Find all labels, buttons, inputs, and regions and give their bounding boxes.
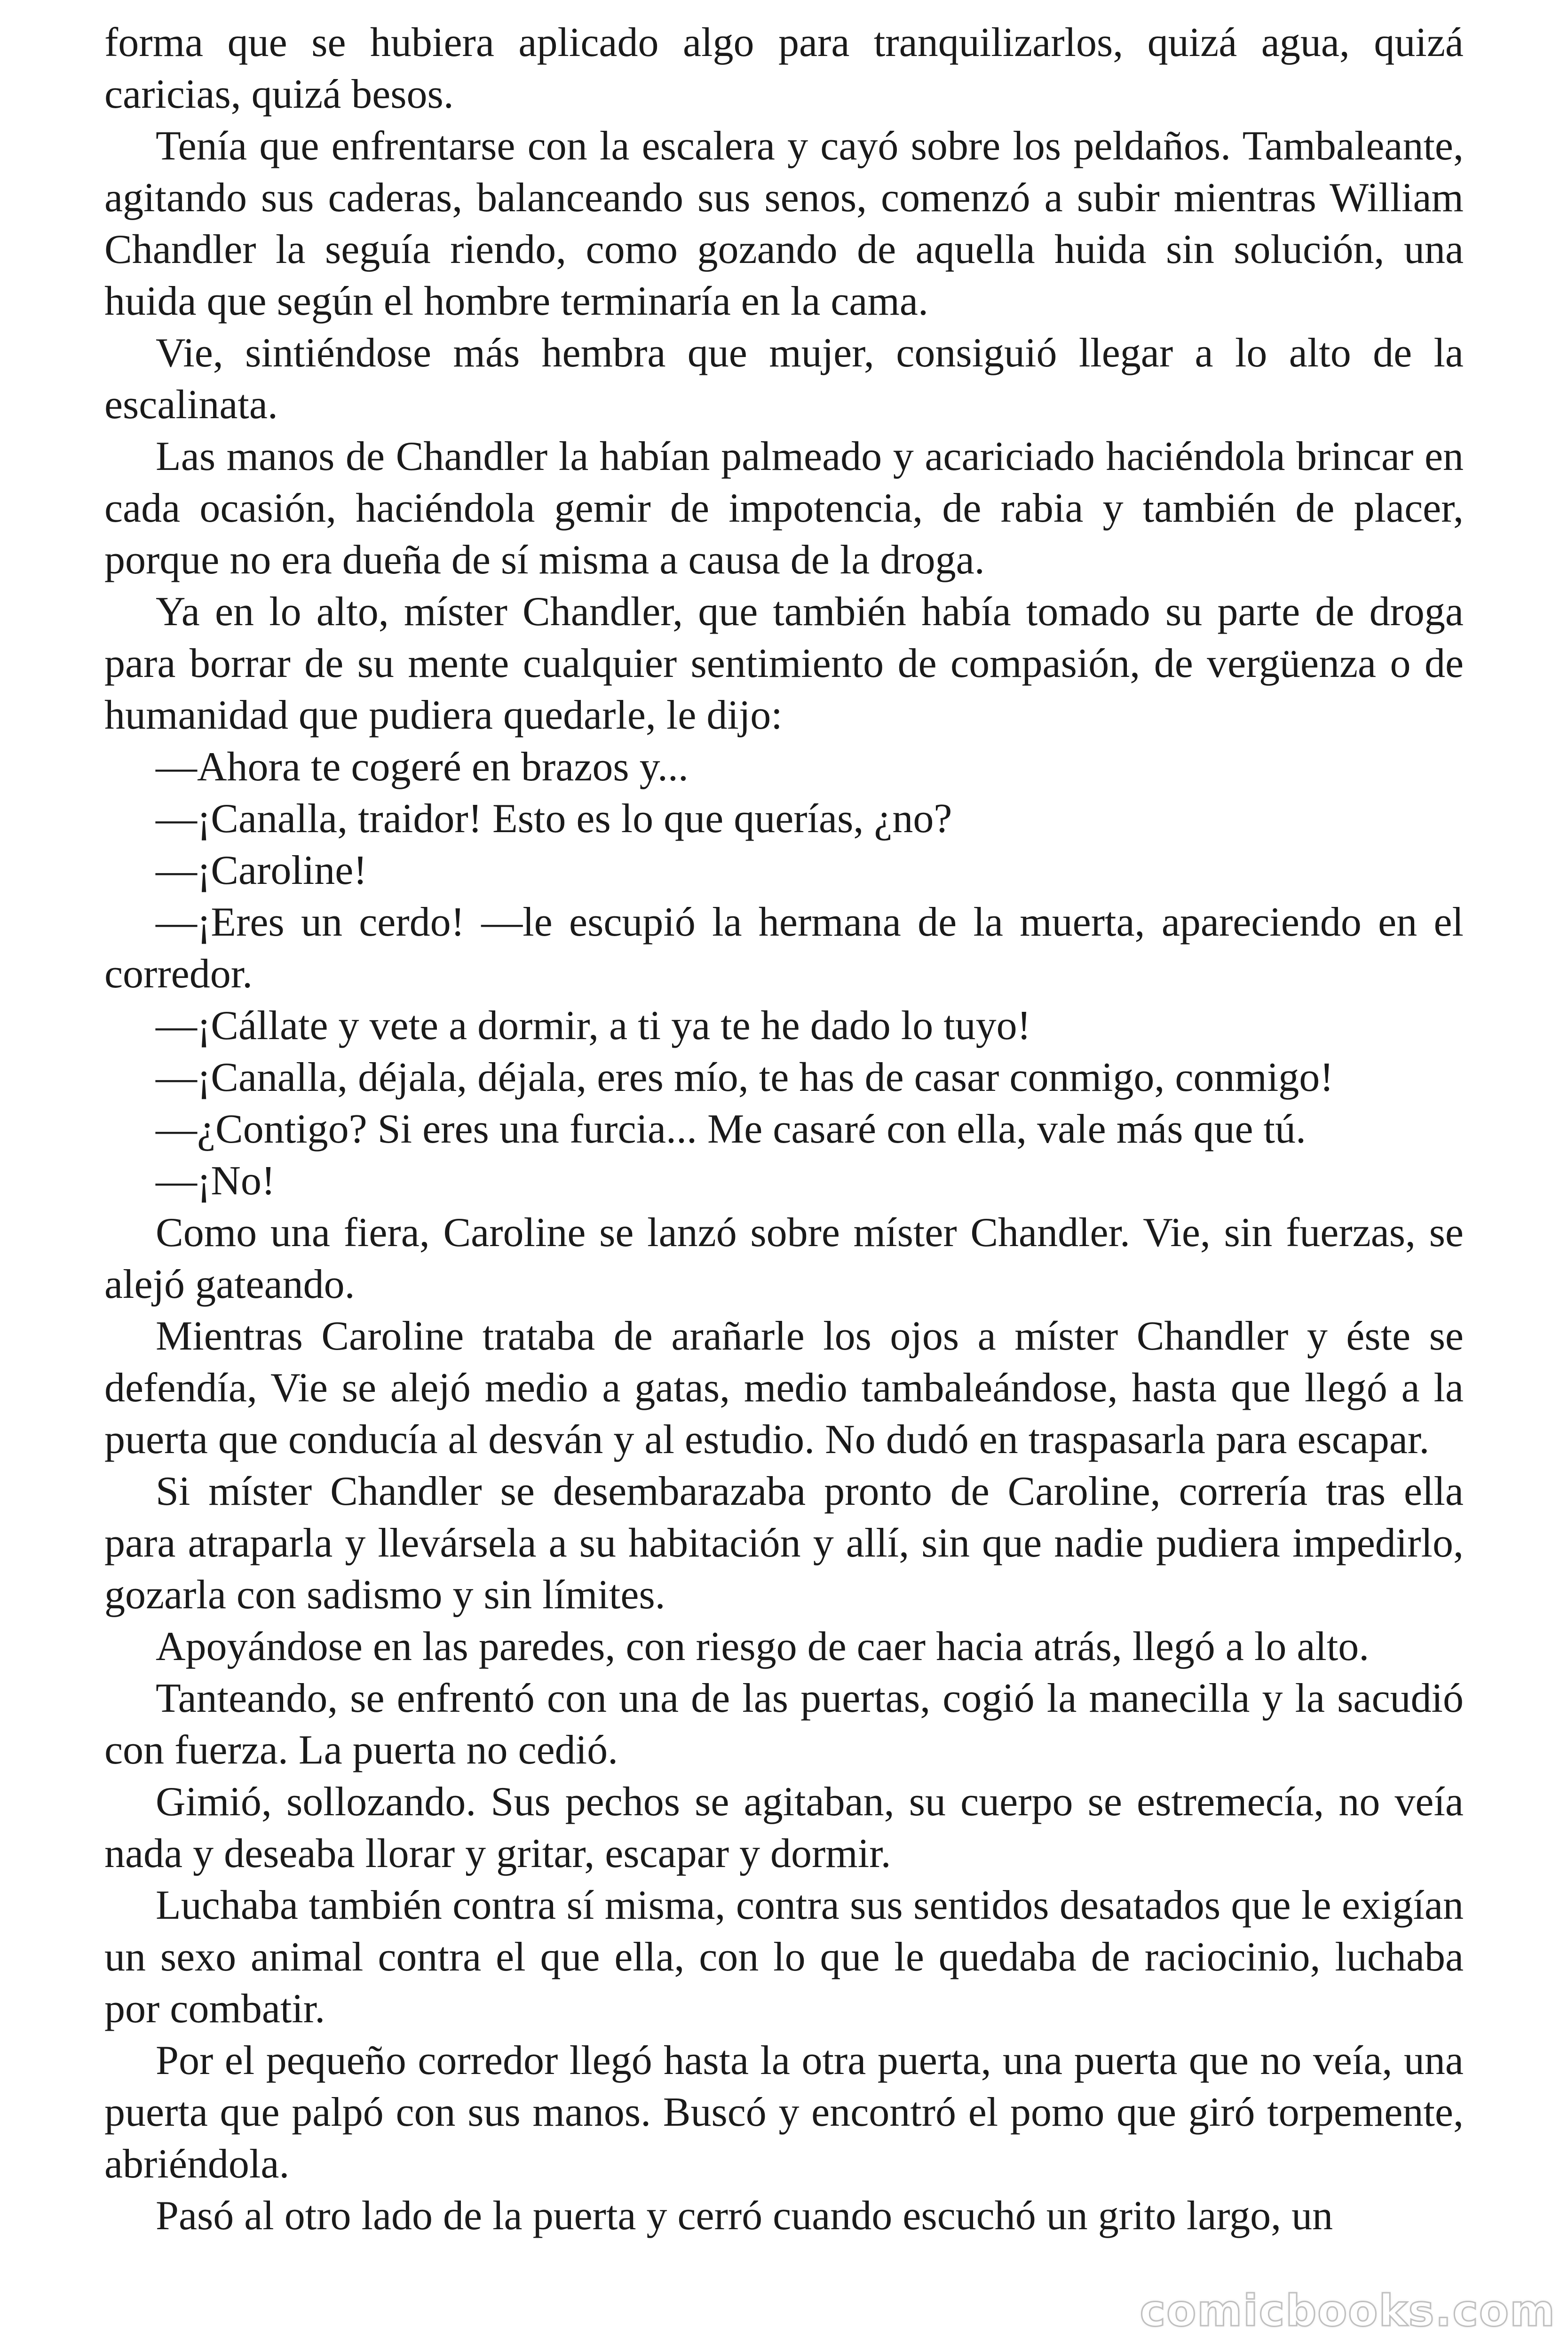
paragraph: Pasó al otro lado de la puerta y cerró cuando escuchó un grito largo, un [156, 2193, 1333, 2239]
body-text [104, 17, 1464, 2242]
paragraph: forma que se hubiera aplicado algo para tranquilizarlos, quizá agua, quizá caricias, quizá besos. [104, 20, 1464, 117]
dialogue-line: —¡Cállate y vete a dormir, a ti ya te he dado lo tuyo! [156, 1003, 1031, 1049]
dialogue-line: —¡Caroline! [156, 848, 367, 893]
paragraph: Vie, sintiéndose más hembra que mujer, consiguió llegar a lo alto de la escalinata. [104, 330, 1464, 428]
paragraph: Como una fiera, Caroline se lanzó sobre míster Chandler. Vie, sin fuerzas, se alejó gateando. [104, 1210, 1464, 1307]
paragraph: Gimió, sollozando. Sus pechos se agitaban, su cuerpo se estremecía, no veía nada y deseaba llorar y gritar, escapar y dormir. [104, 1779, 1464, 1876]
paragraph: Tanteando, se enfrentó con una de las puertas, cogió la manecilla y la sacudió con fuerza. La puerta no cedió. [104, 1676, 1464, 1773]
dialogue-line: —Ahora te cogeré en brazos y... [156, 744, 689, 790]
paragraph: Si míster Chandler se desembarazaba pronto de Caroline, correría tras ella para atraparla y llevársela a su habitación y allí, sin que nadie pudiera impedirlo, gozarla con sadismo y sin límites. [104, 1469, 1464, 1618]
dialogue-line: —¡No! [156, 1158, 276, 1204]
paragraph: Apoyándose en las paredes, con riesgo de caer hacia atrás, llegó a lo alto. [156, 1624, 1370, 1669]
paragraph: Mientras Caroline trataba de arañarle los ojos a míster Chandler y éste se defendía, Vie se alejó medio a gatas, medio tambaleándose, hasta que llegó a la puerta que conducía al desván y al estudio. No dudó en traspasarla para escapar. [104, 1313, 1464, 1462]
paragraph: Las manos de Chandler la habían palmeado y acariciado haciéndola brincar en cada ocasión, haciéndola gemir de impotencia, de rabia y también de placer, porque no era dueña de sí misma a causa de la droga. [104, 434, 1464, 583]
dialogue-line: —¡Eres un cerdo! —le escupió la hermana de la muerta, apareciendo en el corredor. [104, 899, 1464, 997]
dialogue-line: —¿Contigo? Si eres una furcia... Me casaré con ella, vale más que tú. [156, 1106, 1306, 1152]
paragraph: Ya en lo alto, míster Chandler, que también había tomado su parte de droga para borrar de su mente cualquier sentimiento de compasión, de vergüenza o de humanidad que pudiera quedarle, le dijo: [104, 589, 1464, 738]
watermark: comicbooks.com [1140, 2286, 1556, 2336]
dialogue-line: —¡Canalla, traidor! Esto es lo que querías, ¿no? [156, 796, 952, 842]
paragraph: Por el pequeño corredor llegó hasta la otra puerta, una puerta que no veía, una puerta que palpó con sus manos. Buscó y encontró el pomo que giró torpemente, abriéndola. [104, 2038, 1464, 2187]
paragraph: Luchaba también contra sí misma, contra sus sentidos desatados que le exigían un sexo animal contra el que ella, con lo que le quedaba de raciocinio, luchaba por combatir. [104, 1883, 1464, 2032]
paragraph: Tenía que enfrentarse con la escalera y cayó sobre los peldaños. Tambaleante, agitando sus caderas, balanceando sus senos, comenzó a subir mientras William Chandler la seguía riendo, como gozando de aquella huida sin solución, una huida que según el hombre terminaría en la cama. [104, 123, 1464, 324]
dialogue-line: —¡Canalla, déjala, déjala, eres mío, te has de casar conmigo, conmigo! [156, 1055, 1334, 1100]
